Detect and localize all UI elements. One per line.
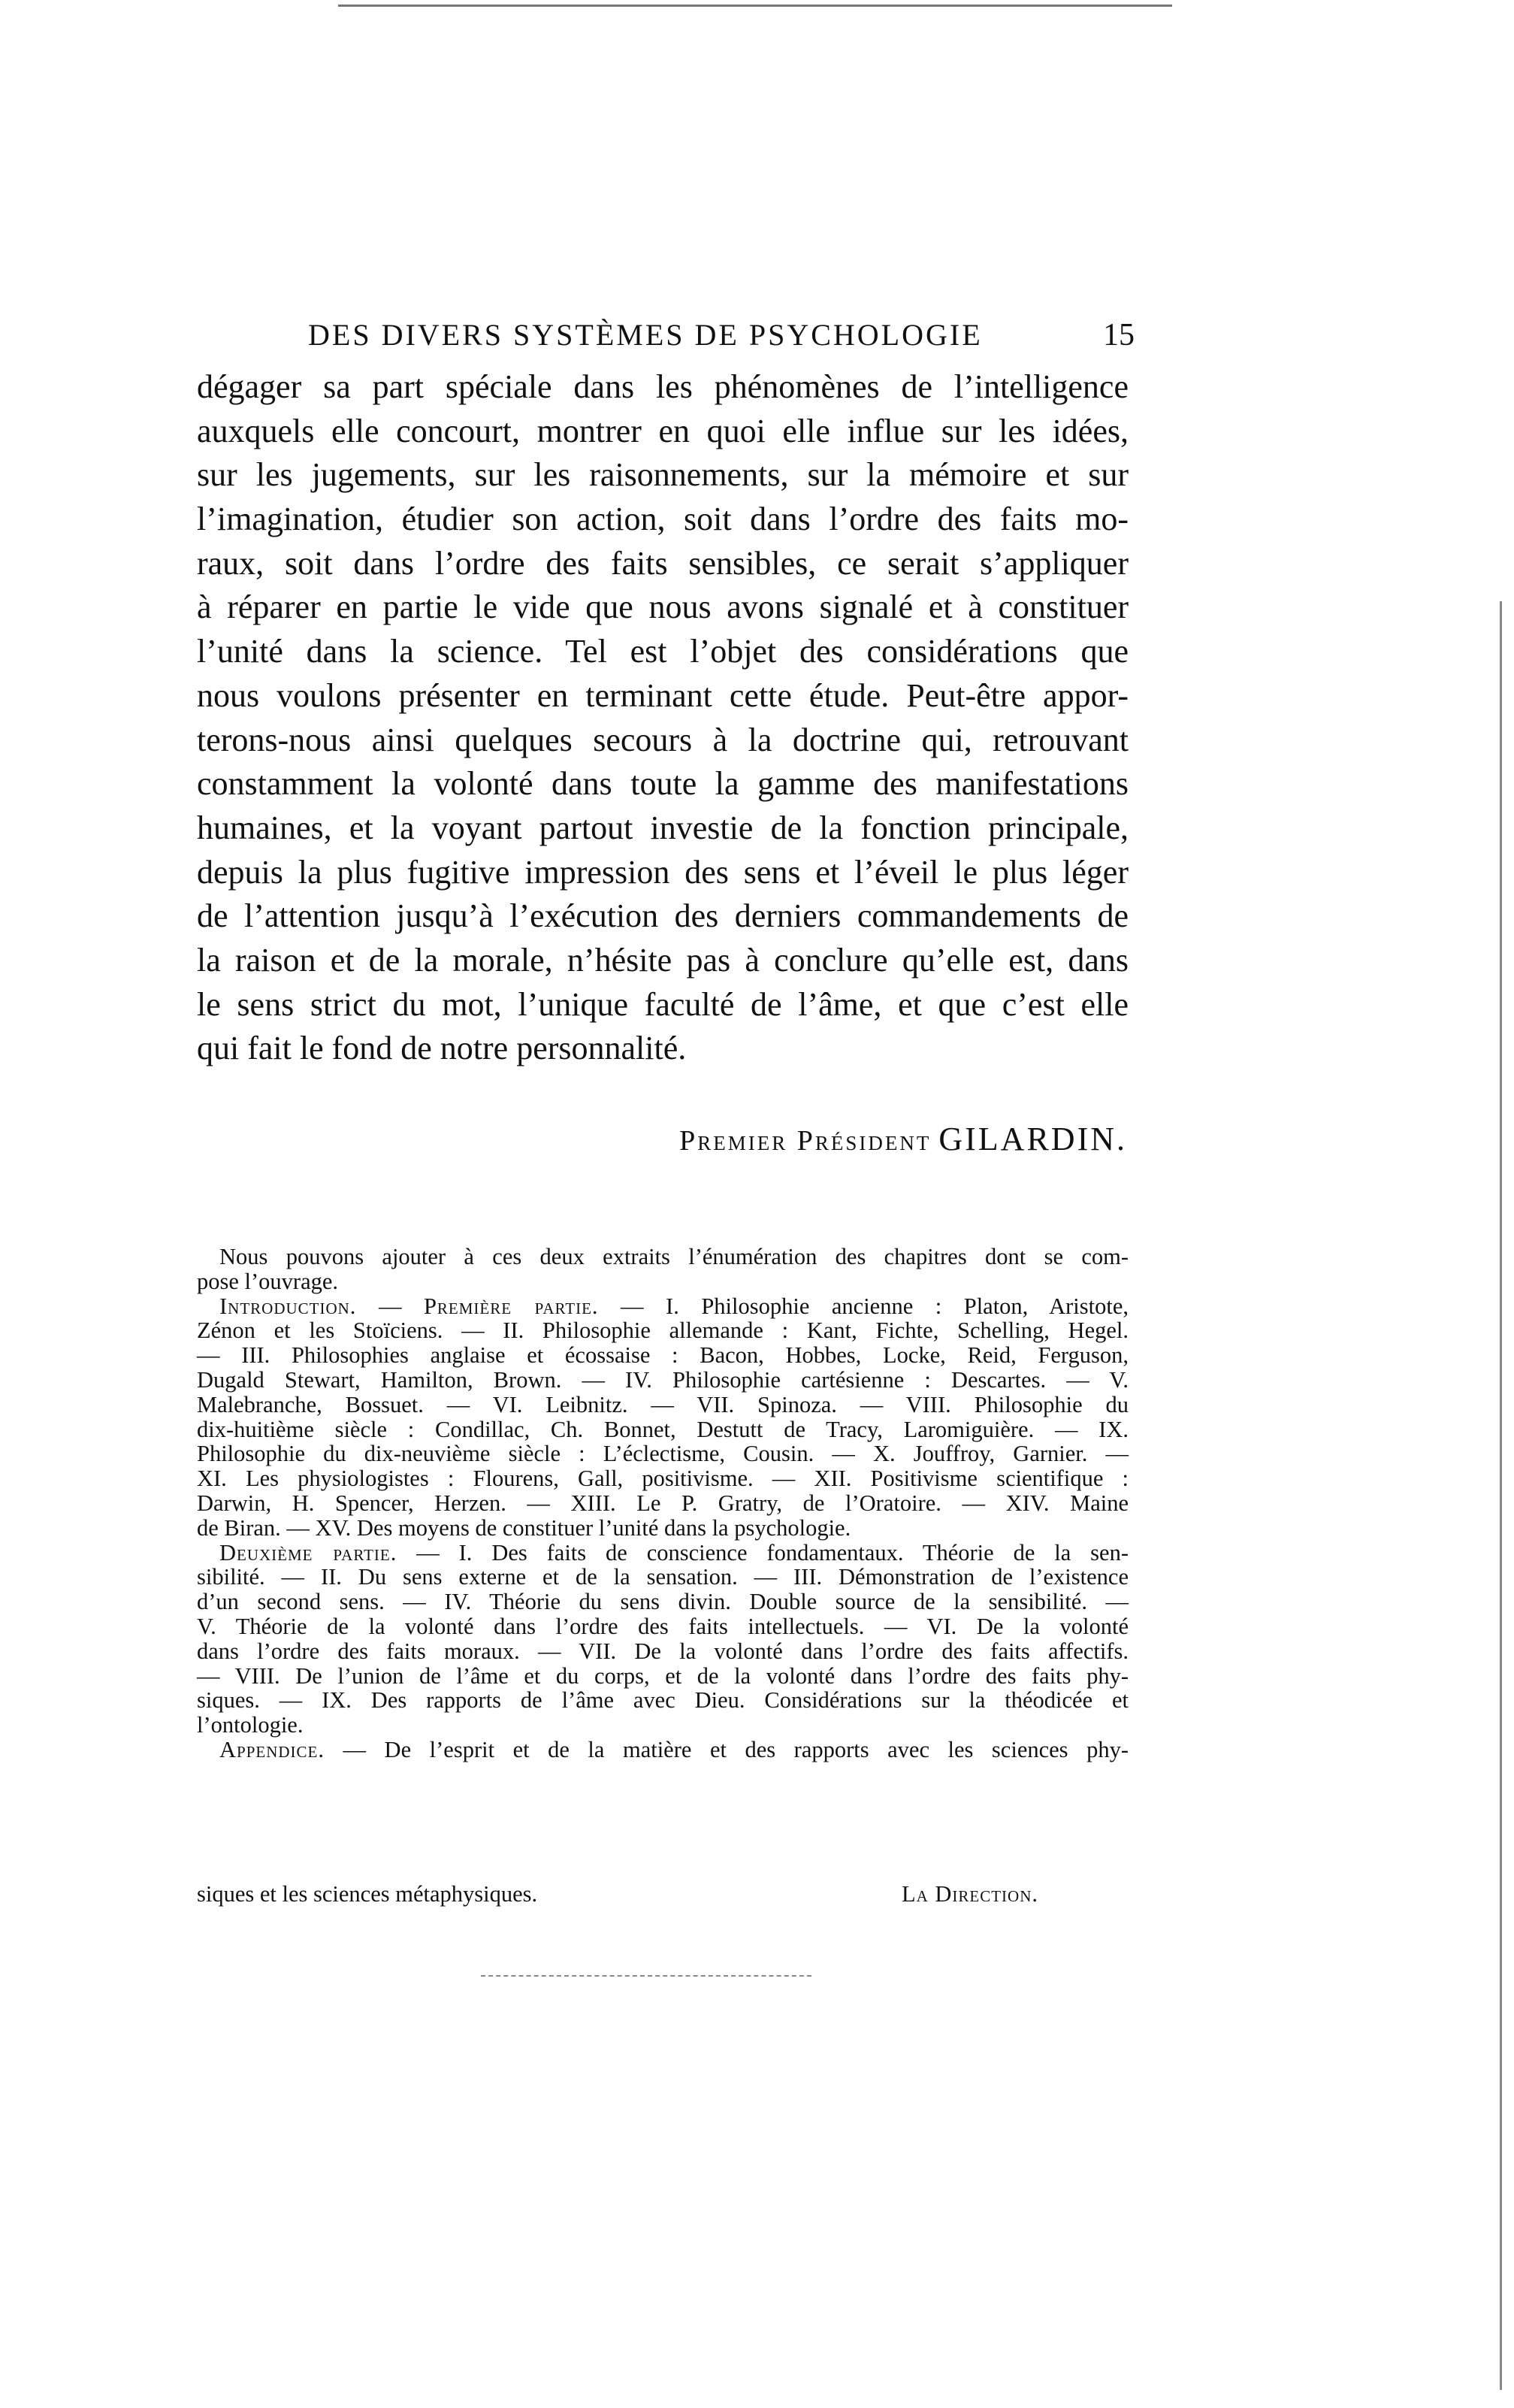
note-line: l’ontologie. — [197, 1712, 304, 1738]
running-title: DES DIVERS SYSTÈMES DE PSYCHOLOGIE — [308, 318, 983, 352]
appendix-label: Appendice. — [219, 1736, 325, 1762]
note-line: sibilité. — II. Du sens externe et de la sensation. — III. Démonstration de l’existence — [197, 1564, 1129, 1590]
note-line: pose l’ouvrage. — [197, 1268, 339, 1294]
editorial-note — [197, 1245, 1129, 1762]
label-separator: — — [356, 1293, 424, 1319]
note-line: — III. Philosophies anglaise et écossaise : Bacon, Hobbes, Locke, Reid, Ferguson, — [197, 1342, 1129, 1369]
note-line — [197, 1541, 1129, 1566]
body-line: l’unité dans la science. Tel est l’objet des considérations que — [197, 633, 1129, 670]
note-line: XI. Les physiologistes : Flourens, Gall, positivisme. — XII. Positivisme scientifique : — [197, 1466, 1129, 1492]
page-number: 15 — [1103, 318, 1135, 352]
body-line: terons-nous ainsi quelques secours à la doctrine qui, retrouvant — [197, 721, 1129, 758]
note-line — [197, 1738, 1129, 1762]
body-line: de l’attention jusqu’à l’exécution des derniers commandements de — [197, 897, 1129, 935]
body-line: depuis la plus fugitive impression des sens et l’éveil le plus léger — [197, 853, 1129, 891]
body-line: l’imagination, étudier son action, soit dans l’ordre des faits mo- — [197, 501, 1129, 538]
closing-signature: La Direction. — [901, 1881, 1038, 1907]
part2-label: Deuxième partie. — [219, 1539, 397, 1566]
note-line: — VIII. De l’union de l’âme et du corps, et de la volonté dans l’ordre des faits phy- — [197, 1662, 1129, 1689]
note-line: d’un second sens. — IV. Théorie du sens divin. Double source de la sensibilité. — — [197, 1589, 1129, 1615]
body-line: auxquels elle concourt, montrer en quoi elle influe sur les idées, — [197, 412, 1129, 449]
part1-first-line: — I. Philosophie ancienne : Platon, Aristote, — [598, 1293, 1129, 1319]
note-line: Zénon et les Stoïciens. — II. Philosophie allemande : Kant, Fichte, Schelling, Hegel. — [197, 1317, 1129, 1344]
body-line: humaines, et la voyant partout investie de la fonction principale, — [197, 809, 1129, 846]
note-line: dans l’ordre des faits moraux. — VII. De la volonté dans l’ordre des faits affectifs. — [197, 1638, 1129, 1664]
note-line — [197, 1294, 1129, 1319]
body-paragraph — [197, 365, 1129, 1071]
note-line: Darwin, H. Spencer, Herzen. — XIII. Le P. Gratry, de l’Oratoire. — XIV. Maine — [197, 1490, 1129, 1516]
body-line: dégager sa part spéciale dans les phénomènes de l’intelligence — [197, 368, 1129, 405]
author-signature — [579, 1120, 1127, 1158]
note-line: Philosophie du dix-neuvième siècle : L’éclectisme, Cousin. — X. Jouffroy, Garnier. — — [197, 1441, 1129, 1467]
introduction-label: Introduction. — [219, 1293, 357, 1319]
part2-first-line: — I. Des faits de conscience fondamentaux. Théorie de la sen- — [397, 1539, 1129, 1566]
part1-label: Première partie. — [423, 1293, 599, 1319]
body-line: qui fait le fond de notre personnalité. — [197, 1030, 687, 1067]
note-line: Dugald Stewart, Hamilton, Brown. — IV. Philosophie cartésienne : Descartes. — V. — [197, 1366, 1129, 1393]
body-line: raux, soit dans l’ordre des faits sensibles, ce serait s’appliquer — [197, 544, 1129, 582]
body-line: la raison et de la morale, n’hésite pas à conclure qu’elle est, dans — [197, 941, 1129, 979]
signature-title: Premier Président — [679, 1125, 932, 1157]
body-line: le sens strict du mot, l’unique faculté de l’âme, et que c’est elle — [197, 985, 1129, 1023]
appendix-last-line: siques et les sciences métaphysiques. — [197, 1881, 538, 1907]
body-line: sur les jugements, sur les raisonnements, sur la mémoire et sur — [197, 456, 1129, 494]
scan-edge-top — [338, 5, 1172, 7]
note-line: dix-huitième siècle : Condillac, Ch. Bonnet, Destutt de Tracy, Laromiguière. — IX. — [197, 1416, 1129, 1442]
note-line: siques. — IX. Des rapports de l’âme avec Dieu. Considérations sur la théodicée et — [197, 1687, 1129, 1714]
body-line: nous voulons présenter en terminant cette étude. Peut-être appor- — [197, 676, 1129, 714]
note-line: de Biran. — XV. Des moyens de constituer l’unité dans la psychologie. — [197, 1514, 851, 1541]
scan-edge-bottom — [481, 1975, 811, 1977]
note-line: Nous pouvons ajouter à ces deux extraits l’énumération des chapitres dont se com- — [219, 1244, 1129, 1269]
appendix-first-line: — De l’esprit et de la matière et des rapports avec les sciences phy- — [325, 1736, 1129, 1762]
signature-name: GILARDIN. — [938, 1121, 1127, 1157]
page-header — [308, 317, 1135, 362]
body-line: constamment la volonté dans toute la gamme des manifestations — [197, 765, 1129, 803]
note-line: V. Théorie de la volonté dans l’ordre des faits intellectuels. — VI. De la volonté — [197, 1613, 1129, 1639]
note-closing — [197, 1881, 1038, 1907]
note-line: Malebranche, Bossuet. — VI. Leibnitz. — VII. Spinoza. — VIII. Philosophie du — [197, 1391, 1129, 1417]
scan-edge-right — [1500, 601, 1502, 2390]
body-line: à réparer en partie le vide que nous avons signalé et à constituer — [197, 588, 1129, 626]
